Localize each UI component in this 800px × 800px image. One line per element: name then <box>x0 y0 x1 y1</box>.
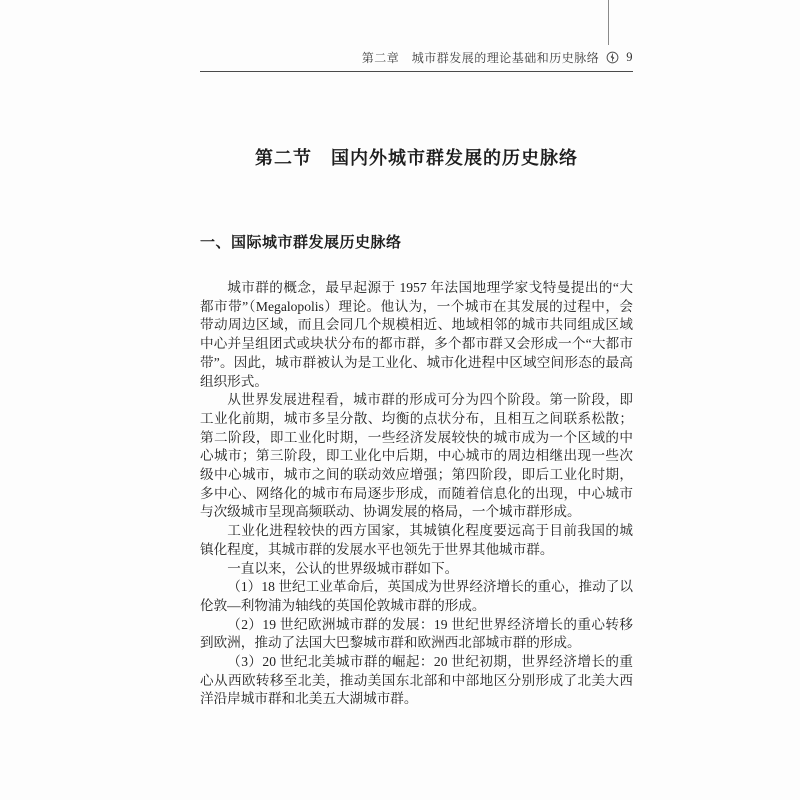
body-paragraph: （1）18 世纪工业革命后，英国成为世界经济增长的重心，推动了以伦敦—利物浦为轴线的英国伦敦城市群的形成。 <box>200 579 633 613</box>
body-paragraph: 从世界发展进程看，城市群的形成可分为四个阶段。第一阶段，即工业化前期，城市多呈分散、均衡的点状分布，且相互之间联系松散；第二阶段，即工业化时期，一些经济发展较快的城市成为一个区域的中心城市；第三阶段，即工业化中后期，中心城市的周边相继出现一些次级中心城市，城市之间的联动效应增强；第四阶段，即后工业化时期，多中心、网络化的城市布局逐步形成，而随着信息化的出现，中心城市与次级城市呈现高频联动、协调发展的格局，一个城市群形成。 <box>200 392 633 520</box>
body-paragraph: 一直以来，公认的世界级城市群如下。 <box>227 560 459 576</box>
body-paragraph: 城市群的概念，最早起源于 1957 年法国地理学家戈特曼提出的“大都市带”（Megalopolis）理论。他认为，一个城市在其发展的过程中，会带动周边区域，而且会同几个规模相近、地域相邻的城市共同组成区域中心并呈组团式或块状分布的都市群，多个都市群又会形成一个“大都市带”。因此，城市群被认为是工业化、城市化进程中区域空间形态的最高组织形式。 <box>200 280 633 389</box>
body-paragraph: （2）19 世纪欧洲城市群的发展：19 世纪世界经济增长的重心转移到欧洲，推动了法国大巴黎城市群和欧洲西北部城市群的形成。 <box>200 616 633 651</box>
body-paragraph: （3）20 世纪北美城市群的崛起：20 世纪初期，世界经济增长的重心从西欧转移至北美，推动美国东北部和中部地区分别形成了北美大西洋沿岸城市群和北美五大湖城市群。 <box>200 654 633 707</box>
body-paragraph: 工业化进程较快的西方国家，其城镇化程度要远高于目前我国的城镇化程度，其城市群的发展水平也领先于世界其他城市群。 <box>200 523 633 557</box>
subsection-title: 一、国际城市群发展历史脉络 <box>200 234 402 251</box>
page-content <box>200 0 633 709</box>
page-number: 9 <box>626 50 633 64</box>
section-title: 第二节 国内外城市群发展的历史脉络 <box>255 148 578 168</box>
running-header-chapter-title: 第二章 城市群发展的理论基础和历史脉络 <box>361 51 600 65</box>
body-text-block <box>200 279 633 709</box>
